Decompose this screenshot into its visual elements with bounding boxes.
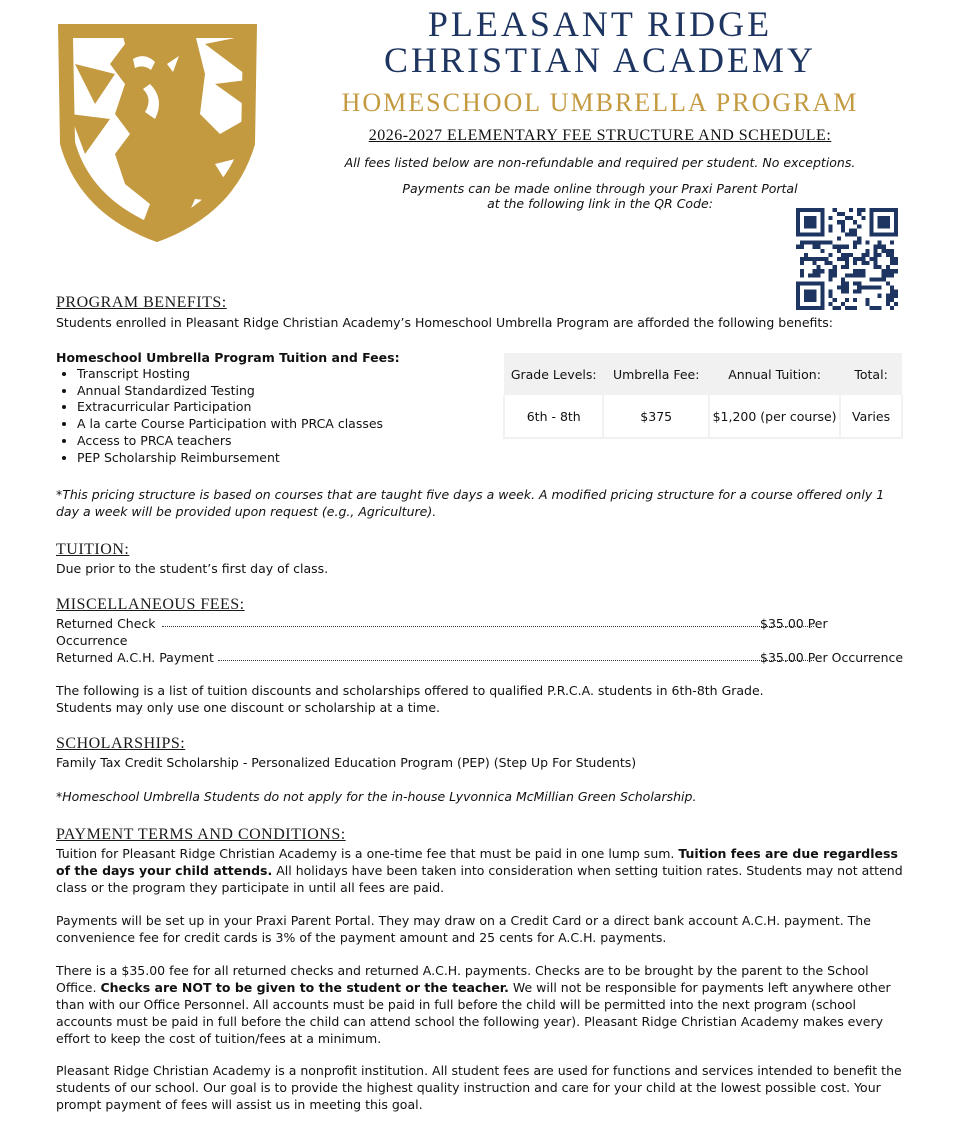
returned-check-label: Returned Check bbox=[56, 616, 156, 631]
payment-note-line2: at the following link in the QR Code: bbox=[487, 196, 713, 211]
p1-text-c: All holidays have been taken into consideration when setting tuition rates. Students may not attend class or the program they participate in until all fees are paid. bbox=[56, 863, 903, 895]
program-benefits-heading: PROGRAM BENEFITS: bbox=[56, 294, 227, 311]
p1-text-a: Tuition for Pleasant Ridge Christian Academy is a one-time fee that must be paid in one lump sum. bbox=[56, 846, 679, 861]
payment-terms-heading: PAYMENT TERMS AND CONDITIONS: bbox=[56, 826, 346, 843]
list-item: • A la carte Course Participation with PRCA classes bbox=[77, 416, 383, 433]
nonrefund-note: All fees listed below are non-refundable and required per student. No exceptions. bbox=[344, 155, 856, 170]
program-subtitle: HOMESCHOOL UMBRELLA PROGRAM bbox=[341, 88, 859, 117]
returned-check-amount-wrap: Occurrence bbox=[56, 633, 128, 648]
returned-ach-label: Returned A.C.H. Payment bbox=[56, 650, 214, 665]
table-row bbox=[504, 395, 902, 438]
payment-terms-paragraph-2: Payments will be set up in your Praxi Parent Portal. They may draw on a Credit Card or a direct bank account A.C.H. payment. The convenience fee for credit cards is 3% of the payment amount and 25 cents for A.C.H. payments. bbox=[56, 913, 871, 945]
list-item: • Extracurricular Participation bbox=[77, 399, 383, 416]
benefits-intro: Students enrolled in Pleasant Ridge Christian Academy’s Homeschool Umbrella Program are afforded the following benefits: bbox=[56, 315, 834, 330]
discount-intro-line2: Students may only use one discount or scholarship at a time. bbox=[56, 700, 440, 715]
cell-umbrella-fee: $375 bbox=[603, 395, 709, 438]
payment-terms-paragraph-4: Pleasant Ridge Christian Academy is a nonprofit institution. All student fees are used for functions and services intended to benefit the students of our school. Our goal is to provide the highest quality instruction and care for your child at the lowest possible cost. Your prompt payment of fees will assist us in meeting this goal. bbox=[56, 1063, 902, 1112]
misc-fees-heading: MISCELLANEOUS FEES: bbox=[56, 596, 245, 613]
table-header-row bbox=[504, 353, 902, 395]
payment-terms-paragraph-1 bbox=[56, 845, 906, 896]
pricing-note: *This pricing structure is based on courses that are taught five days a week. A modified pricing structure for a course offered only 1 day a week will be provided upon request (e.g., Agriculture). bbox=[56, 487, 885, 519]
scholarships-heading: SCHOLARSHIPS: bbox=[56, 735, 186, 752]
tuition-heading: TUITION: bbox=[56, 541, 130, 558]
payment-note-line1: Payments can be made online through your Praxi Parent Portal bbox=[402, 181, 798, 196]
p3-text-a: There is a $35.00 fee for all returned checks and returned A.C.H. payments. Checks are to be brought by the parent to the School Office. bbox=[56, 963, 869, 995]
benefits-list-title-text: Homeschool Umbrella Program Tuition and Fees: bbox=[56, 350, 400, 365]
dot-leader bbox=[162, 626, 814, 627]
returned-check-row bbox=[56, 615, 904, 649]
p3-text-bold: Checks are NOT to be given to the student or the teacher. bbox=[100, 980, 509, 995]
dot-leader bbox=[218, 660, 814, 661]
fee-structure-title: 2026-2027 ELEMENTARY FEE STRUCTURE AND SCHEDULE: bbox=[368, 127, 832, 144]
tuition-text: Due prior to the student’s first day of class. bbox=[56, 561, 329, 576]
col-annual-tuition: Annual Tuition: bbox=[709, 353, 840, 395]
qr-code-icon[interactable] bbox=[796, 208, 898, 310]
school-title-line1: PLEASANT RIDGE bbox=[427, 4, 773, 44]
col-umbrella-fee: Umbrella Fee: bbox=[603, 353, 709, 395]
p3-text-c: We will not be responsible for payments left anywhere other than with our Office Personnel. All accounts must be paid in full before the child will be permitted into the next program (school accounts must be paid in full before the child can attend school the following year). Pleasant Ridge Christian Academy makes every effort to keep the cost of tuition/fees at a minimum. bbox=[56, 980, 891, 1046]
col-total: Total: bbox=[840, 353, 902, 395]
fee-table bbox=[503, 353, 903, 439]
list-item: • Transcript Hosting bbox=[77, 366, 383, 383]
list-item: • Access to PRCA teachers bbox=[77, 433, 383, 450]
cell-total: Varies bbox=[840, 395, 902, 438]
list-item: • Annual Standardized Testing bbox=[77, 383, 383, 400]
discount-intro-line1: The following is a list of tuition discounts and scholarships offered to qualified P.R.C.A. students in 6th-8th Grade. bbox=[56, 683, 764, 698]
p1-text-bold: Tuition fees are due regardless of the days your child attends. bbox=[56, 846, 898, 878]
discount-intro bbox=[56, 682, 906, 716]
scholarship-note: *Homeschool Umbrella Students do not apply for the in-house Lyvonnica McMillian Green Scholarship. bbox=[56, 789, 697, 804]
payment-terms-paragraph-3 bbox=[56, 962, 906, 1047]
returned-ach-amount: $35.00 Per Occurrence bbox=[760, 650, 904, 665]
school-title-line2: CHRISTIAN ACADEMY bbox=[383, 40, 817, 80]
cell-annual-tuition: $1,200 (per course) bbox=[709, 395, 840, 438]
lion-shield-logo-icon bbox=[55, 4, 260, 244]
payment-note bbox=[300, 181, 900, 211]
cell-grade-levels: 6th - 8th bbox=[504, 395, 603, 438]
returned-ach-row bbox=[56, 649, 904, 666]
list-item: • PEP Scholarship Reimbursement bbox=[77, 450, 383, 467]
returned-check-amount: $35.00 Per bbox=[760, 616, 828, 631]
col-grade-levels: Grade Levels: bbox=[504, 353, 603, 395]
benefits-list bbox=[56, 366, 383, 466]
scholarship-text: Family Tax Credit Scholarship - Personalized Education Program (PEP) (Step Up For Students) bbox=[56, 755, 637, 770]
